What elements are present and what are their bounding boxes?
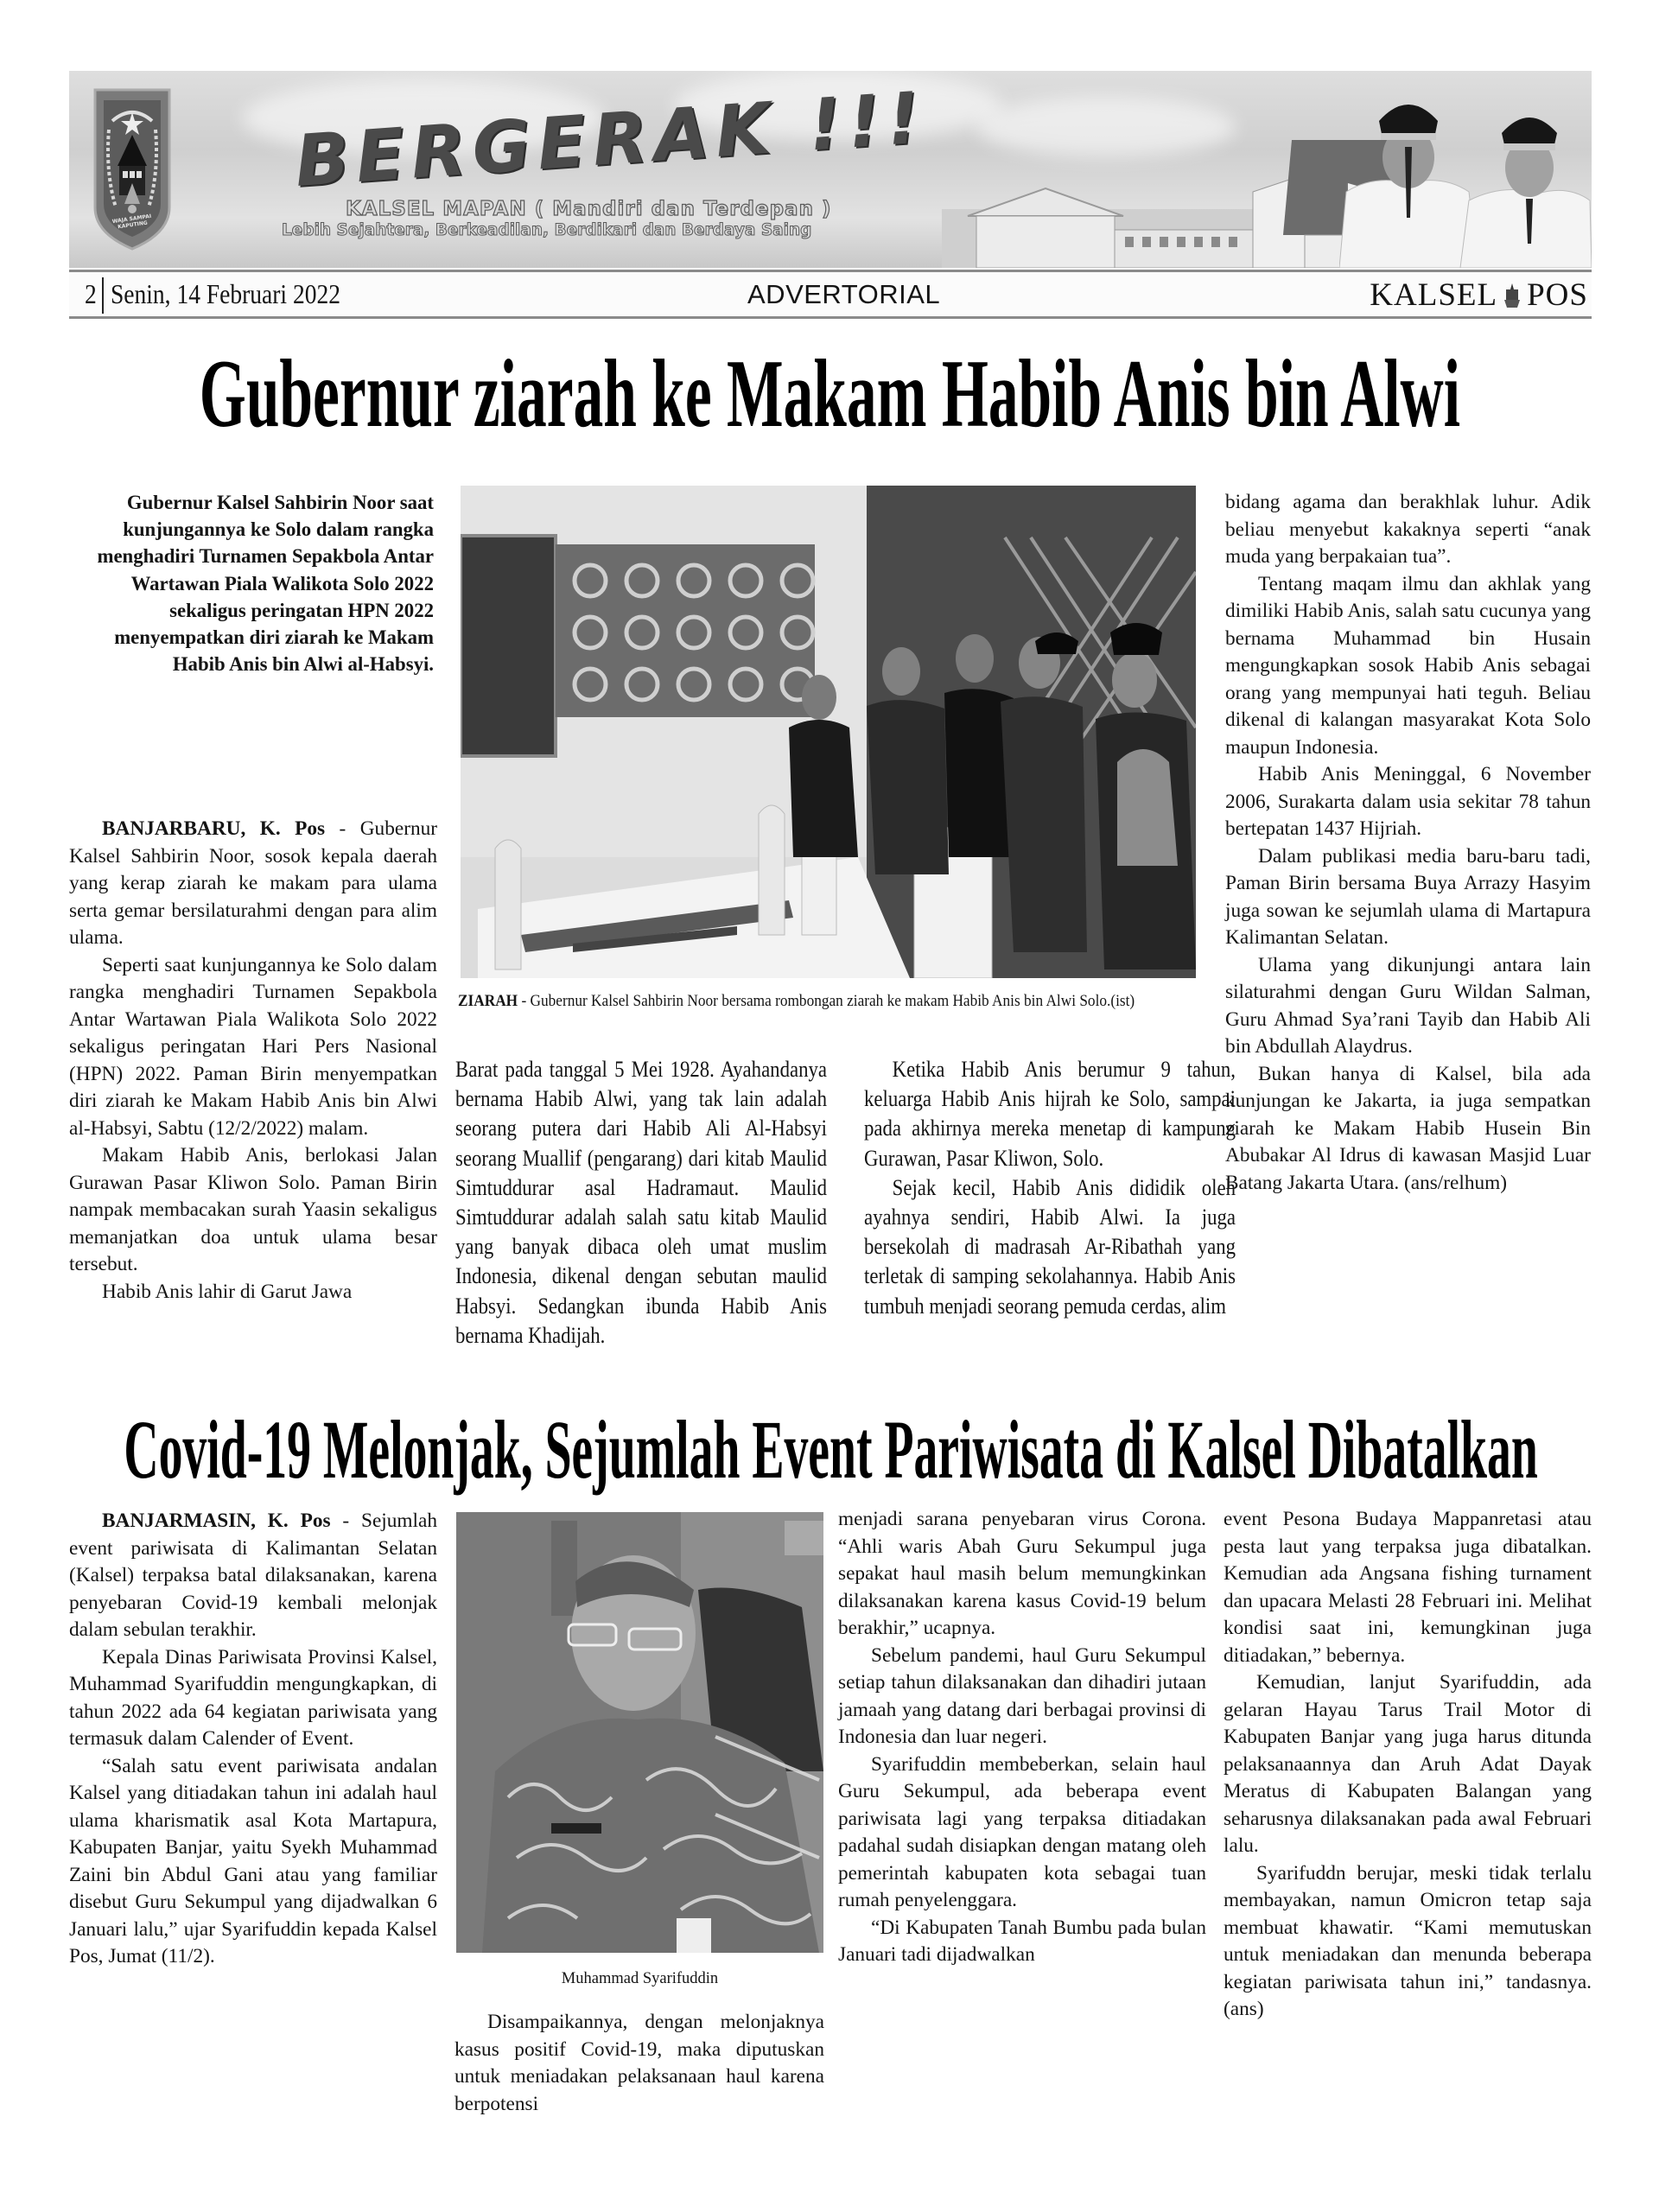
- story2-column-4: [1224, 1506, 1592, 2024]
- story2-column-2: [454, 2009, 824, 2118]
- body-paragraph: menjadi sarana penyebaran virus Corona. “Ahli waris Abah Guru Sekumpul juga sepakat haul masih belum memungkinkan dilaksanakan karena kasus Covid-19 belum berakhir,” ucapnya.: [838, 1508, 1206, 1639]
- section-label: ADVERTORIAL: [747, 279, 941, 309]
- caption-label: ZIARAH: [458, 992, 518, 1010]
- story2-headline: Covid-19 Melonjak, Sejumlah Event Pariwisata di Kalsel Dibatalkan: [124, 1403, 1538, 1496]
- masthead-emblem-icon: [1503, 283, 1522, 308]
- story2-column-1: [69, 1508, 437, 1971]
- page-number: 2: [85, 278, 97, 309]
- body-paragraph: Habib Anis Meninggal, 6 November 2006, Surakarta dalam usia sekitar 78 tahun bertepatan 1437 Hijriah.: [1225, 763, 1591, 840]
- body-paragraph: Seperti saat kunjungannya ke Solo dalam rangka menghadiri Turnamen Sepakbola Antar Wartawan Piala Walikota Solo 2022 sekaligus peringatan Hari Pers Nasional (HPN) 2022. Paman Birin menyempatkan diri ziarah ke Makam Habib Anis bin Alwi al-Habsyi, Sabtu (12/2/2022) malam.: [69, 953, 437, 1140]
- crest-motto-ribbon: WAJA SAMPAI KAPUTING: [111, 213, 152, 231]
- masthead-kalsel: KALSEL: [1370, 277, 1498, 313]
- masthead-pos: POS: [1527, 277, 1588, 313]
- kalsel-pos-masthead: [1370, 276, 1588, 314]
- body-paragraph: Syarifuddin membeberkan, selain haul Guru Sekumpul, ada beberapa event pariwisata lagi yang terpaksa ditiadakan padahal sudah disiapkan dengan matang oleh pemerintah kabupaten kota sebagai tuan rumah penyelenggara.: [838, 1752, 1206, 1911]
- body-paragraph: Kepala Dinas Pariwisata Provinsi Kalsel, Muhammad Syarifuddin mengungkapkan, di tahun 2022 ada 64 kegiatan pariwisata yang termasuk dalam Calender of Event.: [69, 1645, 437, 1750]
- body-paragraph: Barat pada tanggal 5 Mei 1928. Ayahandanya bernama Habib Alwi, yang tak lain adalah seorang putera dari Habib Ali Al-Habsyi seorang Muallif (pengarang) dari kitab Maulid Simtuddurar asal Hadramaut. Maulid Simtuddurar adalah salah satu kitab Maulid yang banyak dibaca oleh umat muslim Indonesia, dikenal dengan sebutan maulid Habsyi. Sedangkan ibunda Habib Anis bernama Khadijah.: [455, 1056, 827, 1348]
- grave-visit-photo: [461, 486, 1196, 978]
- body-paragraph: Bukan hanya di Kalsel, bila ada kunjungan ke Jakarta, ia juga sempatkan ziarah ke Makam Habib Husein Bin Abubakar Al Idrus di kawasan Masjid Luar Batang Jakarta Utara. (ans/relhum): [1225, 1062, 1591, 1194]
- body-paragraph: Ketika Habib Anis berumur 9 tahun, keluarga Habib Anis hijrah ke Solo, sampai pada akhirnya mereka menetap di kampung Gurawan, Pasar Kliwon, Solo.: [864, 1056, 1236, 1171]
- body-paragraph: Sejak kecil, Habib Anis dididik oleh ayahnya sendiri, Habib Alwi. Ia juga bersekolah di madrasah Ar-Ribathah yang terletak di samping sekolahannya. Habib Anis tumbuh menjadi seorang pemuda cerdas, alim: [864, 1173, 1236, 1319]
- banner-slogan-primary: KALSEL MAPAN ( Mandiri dan Terdepan ): [346, 198, 832, 220]
- caption-text: - Gubernur Kalsel Sahbirin Noor bersama rombongan ziarah ke makam Habib Anis bin Alwi Solo.(ist): [518, 992, 1135, 1010]
- body-paragraph: Syarifuddn berujar, meski tidak terlalu membayakan, namun Omicron tetap saja membuat khawatir. “Kami memutuskan untuk meniadakan dan menunda beberapa kegiatan pariwisata tahun ini,” tandasnya.(ans): [1224, 1861, 1592, 2020]
- body-paragraph: “Salah satu event pariwisata andalan Kalsel yang ditiadakan tahun ini adalah haul ulama kharismatik asal Kota Martapura, Kabupaten Banjar, yaitu Syekh Muhammad Zaini bin Abdul Gani atau yang familiar disebut Guru Sekumpul yang dijadwalkan 6 Januari lalu,” ujar Syarifuddin kepada Kalsel Pos, Jumat (11/2).: [69, 1754, 437, 1967]
- story1-column-2: [455, 1054, 827, 1350]
- story1-photo-ziarah: [461, 486, 1196, 978]
- body-paragraph: Dalam publikasi media baru-baru tadi, Paman Birin bersama Buya Arrazy Hasyim juga sowan ke sejumlah ulama di Martapura Kalimantan Selatan.: [1225, 844, 1591, 949]
- body-paragraph: Tentang maqam ilmu dan akhlak yang dimiliki Habib Anis, salah satu cucunya yang bernama Muhammad bin Husain mengungkapkan sosok Habib Anis sebagai orang yang mempunyai hati teguh. Beliau dikenal di kalangan masyarakat Kota Solo maupun Indonesia.: [1225, 572, 1591, 759]
- folio-line: [69, 272, 1592, 316]
- story1-column-4: [1225, 489, 1591, 1197]
- folio-separator: [102, 277, 104, 314]
- body-paragraph: Sebelum pandemi, haul Guru Sekumpul setiap tahun dilaksanakan dan dihadiri jutaan jamaah yang datang dari berbagai provinsi di Indonesia dan luar negeri.: [838, 1643, 1206, 1748]
- story2-photo-portrait: [456, 1512, 823, 1953]
- body-paragraph: bidang agama dan berakhlak luhur. Adik beliau menyebut kakaknya seperti “anak muda yang berpakaian tua”.: [1225, 491, 1591, 568]
- body-paragraph: event Pesona Budaya Mappanretasi atau pesta laut yang terpaksa juga dibatalkan. Kemudian ada Angsana fishing turnament dan upacara Melasti 28 Februari ini. Melihat kondisi saat ini, kemungkinan juga ditiadakan,” bebernya.: [1224, 1508, 1592, 1667]
- issue-date: Senin, 14 Februari 2022: [111, 278, 340, 309]
- story2-lead-text: - Sejumlah event pariwisata di Kalimantan Selatan (Kalsel) terpaksa batal dilaksanakan, karena penyebaran Covid-19 kembali melonjak dalam sebulan terakhir.: [69, 1510, 437, 1641]
- banner-headline: BERGERAK !!!: [292, 77, 930, 203]
- body-paragraph: Ulama yang dikunjungi antara lain silaturahmi dengan Guru Wildan Salman, Guru Ahmad Sya’rani Tayib dan Habib Ali bin Abdullah Alaydrus.: [1225, 953, 1591, 1058]
- body-paragraph: Kemudian, lanjut Syarifuddin, ada gelaran Hayau Tarus Trail Motor di Kabupaten Banjar yang juga harus ditunda pelaksanaannya dan Aruh Adat Dayak Meratus di Kabupaten Balangan yang seharusnya dilaksanakan pada awal Februari lalu.: [1224, 1671, 1592, 1857]
- story1-deck: Gubernur Kalsel Sahbirin Noor saat kunjungannya ke Solo dalam rangka menghadiri Turnamen Sepakbola Antar Wartawan Piala Walikota Solo 2022 sekaligus peringatan HPN 2022 menyempatkan diri ziarah ke Makam Habib Anis bin Alwi al-Habsyi.: [97, 492, 434, 676]
- body-paragraph: “Di Kabupaten Tanah Bumbu pada bulan Januari tadi dijadwalkan: [838, 1916, 1206, 1966]
- story1-lead-text: - Gubernur Kalsel Sahbirin Noor, sosok kepala daerah yang kerap ziarah ke makam para ulama serta gemar bersilaturahmi dengan para alim ulama.: [69, 817, 438, 949]
- story1-column-3: [864, 1054, 1236, 1320]
- story1-headline: Gubernur ziarah ke Makam Habib Anis bin Alwi: [199, 340, 1460, 448]
- story2-photo-caption: Muhammad Syarifuddin: [561, 1970, 719, 1987]
- body-paragraph: Makam Habib Anis, berlokasi Jalan Gurawan Pasar Kliwon Solo. Paman Birin nampak membacakan surah Yaasin sekaligus memanjatkan doa untuk ulama besar tersebut.: [69, 1144, 437, 1275]
- story2-lead-paragraph: [69, 1508, 437, 1644]
- body-paragraph: Habib Anis lahir di Garut Jawa: [102, 1280, 353, 1303]
- story1-photo-caption: [458, 990, 1201, 1013]
- story2-dateline: BANJARMASIN, K. Pos: [102, 1510, 331, 1532]
- body-paragraph: Disampaikannya, dengan melonjaknya kasus positif Covid-19, maka diputuskan untuk meniadakan pelaksanaan haul karena berpotensi: [454, 2011, 824, 2115]
- story1-dateline: BANJARBARU, K. Pos: [102, 817, 326, 840]
- story1-lead-paragraph: [69, 816, 437, 952]
- story2-column-3: [838, 1506, 1206, 1969]
- story1-column-1: [69, 816, 437, 1306]
- governor-and-vice-governor-photo: [1339, 88, 1592, 268]
- folio-bottom-rule: [69, 316, 1592, 319]
- banner-slogan-secondary: Lebih Sejahtera, Berkeadilan, Berdikari dan Berdaya Saing: [282, 221, 812, 239]
- province-crest: [93, 86, 171, 251]
- official-portrait-photo: [456, 1512, 823, 1953]
- advertorial-banner: [69, 71, 1592, 268]
